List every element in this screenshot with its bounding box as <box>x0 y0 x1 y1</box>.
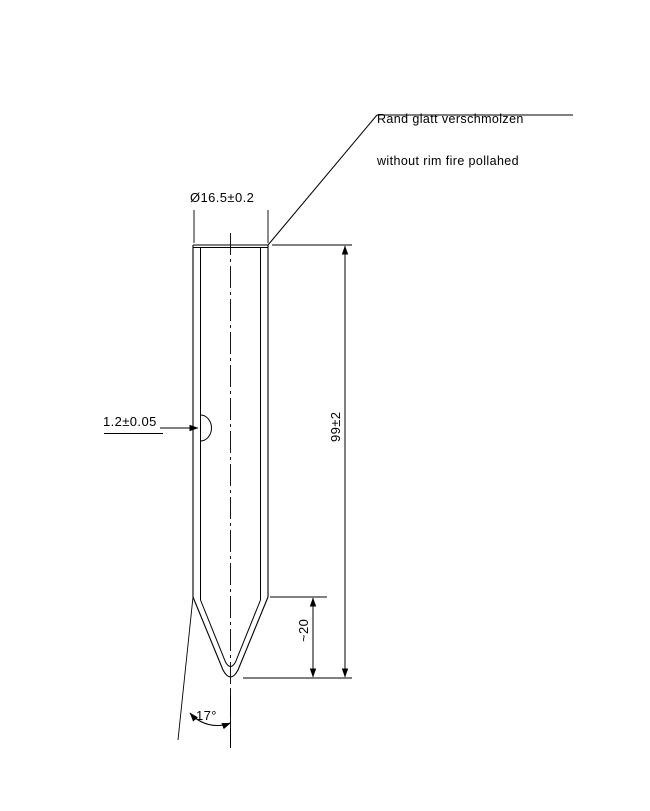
overall-length-label: 99±2 <box>328 411 343 442</box>
outer-diameter-label: Ø16.5±0.2 <box>190 190 255 205</box>
tip-angle-dimension <box>178 597 231 748</box>
wall-thickness-marker <box>201 415 212 441</box>
rim-note-line-en: without rim fire pollahed <box>377 154 520 168</box>
overall-length-dimension <box>243 245 352 678</box>
tip-angle-label: 17° <box>196 708 217 723</box>
tip-length-label: ~20 <box>296 618 311 642</box>
rim-note <box>377 84 587 196</box>
outer-diameter-dimension <box>190 210 272 243</box>
wall-thickness-label: 1.2±0.05 <box>103 414 157 429</box>
rim-note-line-de: Rand glatt verschmolzen <box>377 112 524 126</box>
